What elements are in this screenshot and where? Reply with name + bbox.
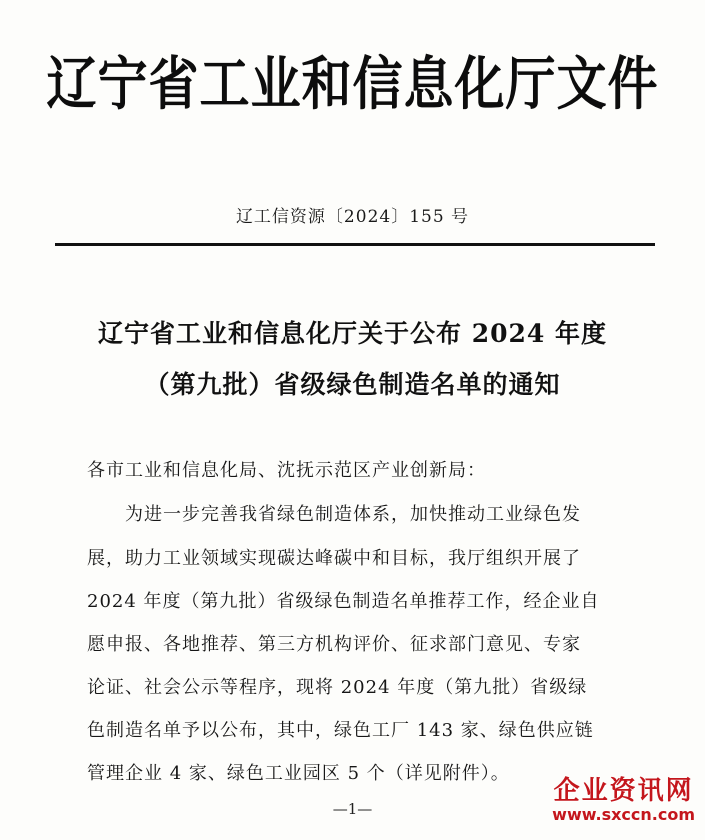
document-masthead: 辽宁省工业和信息化厅文件 xyxy=(46,50,659,118)
body-line: 管理企业 4 家、绿色工业园区 5 个（详见附件）。 xyxy=(87,763,510,784)
salutation: 各市工业和信息化局、沈抚示范区产业创新局： xyxy=(87,460,486,481)
body-line: 愿申报、各地推荐、第三方机构评价、征求部门意见、专家 xyxy=(87,634,581,655)
site-watermark xyxy=(552,778,695,823)
body-line: 色制造名单予以公布，其中，绿色工厂 143 家、绿色供应链 xyxy=(87,720,594,741)
body-line: 展，助力工业领域实现碳达峰碳中和目标，我厅组织开展了 xyxy=(87,548,581,569)
notice-title-line-2: （第九批）省级绿色制造名单的通知 xyxy=(144,370,561,399)
watermark-name: 企业资讯网 xyxy=(553,776,694,806)
notice-title-line-1: 辽宁省工业和信息化厅关于公布 2024 年度 xyxy=(98,319,607,348)
document-number: 辽工信资源〔2024〕155 号 xyxy=(235,207,470,227)
body-line: 2024 年度（第九批）省级绿色制造名单推荐工作，经企业自 xyxy=(87,591,600,612)
body-line: 为进一步完善我省绿色制造体系，加快推动工业绿色发 xyxy=(125,504,581,525)
header-divider xyxy=(55,243,655,246)
watermark-url: www.sxccn.com xyxy=(552,805,695,824)
body-line: 论证、社会公示等程序，现将 2024 年度（第九批）省级绿 xyxy=(87,677,588,698)
page-number: —1— xyxy=(332,800,373,818)
